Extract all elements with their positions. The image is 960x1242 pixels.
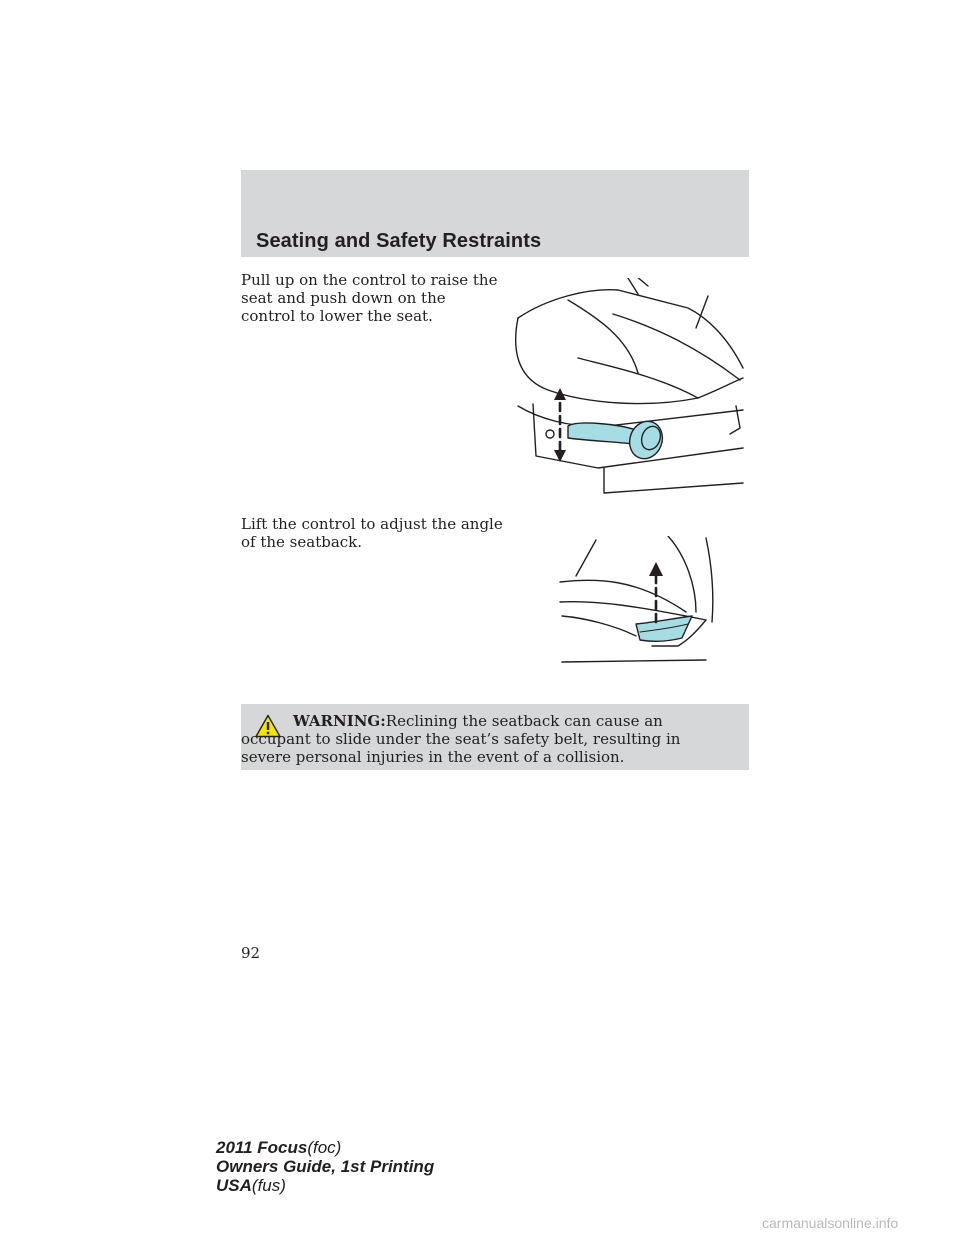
seatback-recline-lever-illustration bbox=[556, 536, 716, 670]
print-footer bbox=[216, 1138, 434, 1195]
footer-line-1 bbox=[216, 1138, 434, 1157]
recline-instructions: Lift the control to adjust the angle of the seatback. bbox=[241, 515, 503, 551]
warning-label: WARNING: bbox=[293, 712, 386, 730]
seat-height-lever-illustration bbox=[508, 278, 748, 498]
footer-line-2: Owners Guide, 1st Printing bbox=[216, 1157, 435, 1176]
warning-message: Reclining the seatback can cause an occupant to slide under the seat’s safety belt, resulting in severe personal injuries in the event of a collision. bbox=[241, 712, 681, 766]
page-number: 92 bbox=[241, 944, 261, 962]
footer-line-3 bbox=[216, 1176, 434, 1195]
footer-market-code: (fus) bbox=[251, 1176, 286, 1195]
footer-model: 2011 Focus bbox=[216, 1138, 308, 1157]
seat-height-instructions: Pull up on the control to raise the seat and push down on the control to lower the seat. bbox=[241, 271, 498, 325]
watermark-text: carmanualsonline.info bbox=[762, 1215, 899, 1231]
warning-box bbox=[241, 704, 749, 770]
section-title: Seating and Safety Restraints bbox=[256, 230, 542, 252]
warning-text-block bbox=[241, 712, 735, 766]
footer-model-code: (foc) bbox=[307, 1138, 342, 1157]
footer-market: USA bbox=[216, 1176, 252, 1195]
